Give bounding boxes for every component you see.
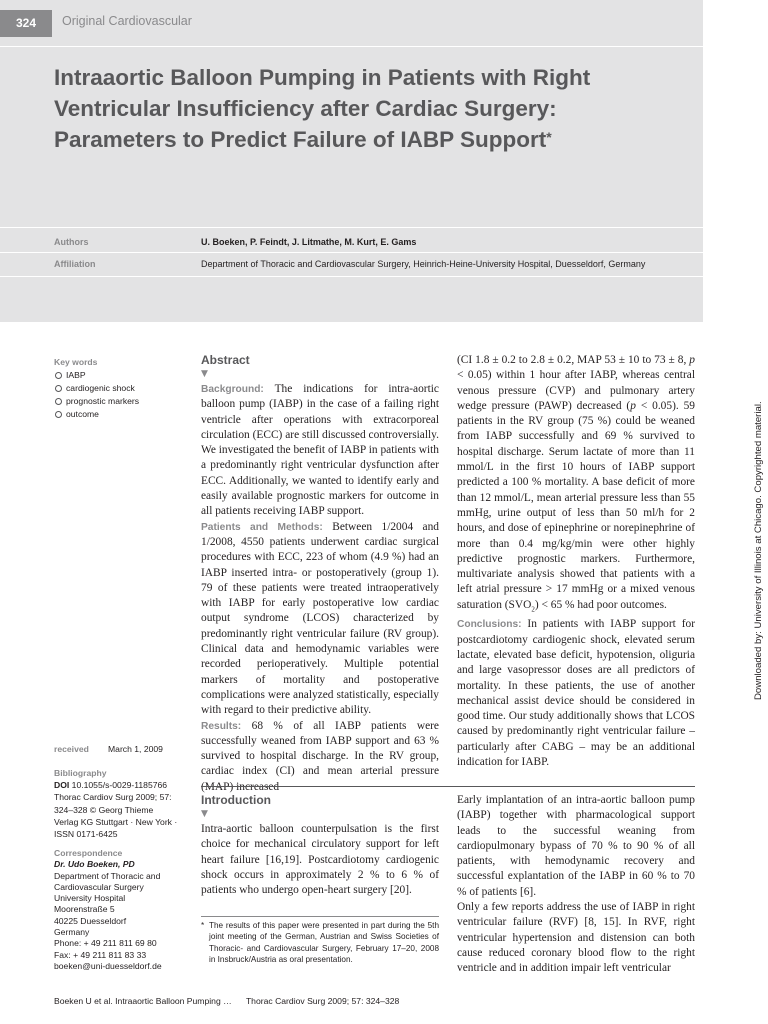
conclusions-label: Conclusions:: [457, 619, 522, 631]
address-line: Germany: [54, 927, 90, 938]
subscript: 2: [531, 605, 535, 614]
introduction-heading: Introduction: [201, 793, 271, 807]
address-line: University Hospital: [54, 893, 126, 904]
footer-citation: Boeken U et al. Intraaortic Balloon Pumping …: [54, 996, 232, 1006]
doi-label: DOI: [54, 780, 70, 791]
affiliation-label: Affiliation: [54, 259, 96, 269]
page-footer: [54, 996, 411, 1006]
correspondence-box: [54, 848, 194, 972]
keyword-item: IABP: [54, 369, 189, 382]
email-link[interactable]: boeken@uni-duesseldorf.de: [54, 960, 162, 971]
page-number: 324: [0, 10, 52, 37]
results-text-part: < 0.05). 59 patients in the RV group (75 %) could be weaned from IABP successfully and 69 % survived to hospital discharge. Serum lactate of more than 11 mmol/L in the first 10 hours of IABP support predicted a 100 % mortality. A base deficit of more than 12 mmol/L, mean arterial pressure less than 55 mmHg, urine output of less than 50 ml/h for 2 hours, and dose of epinephrine or norepinephrine of more than 0.4 mg/kg/min were other highly predictive prognostic markers. Furthermore, multivariate analysis showed that patients with a left atrial pressure > 17 mmHg or a mixed venous saturation (SVO: [457, 399, 695, 611]
keyword-item: cardiogenic shock: [54, 382, 189, 395]
citation-line: Thorac Cardiov Surg 2009; 57:: [54, 792, 172, 803]
address-line: 40225 Duesseldorf: [54, 915, 127, 926]
footnote: [201, 920, 439, 965]
meta-divider-middle: [0, 252, 703, 253]
triangle-down-icon: ▼: [201, 369, 208, 379]
triangle-down-icon: ▼: [201, 809, 208, 819]
conclusions-text: In patients with IABP support for postcardiotomy cardiogenic shock, elevated serum lactate, elevated base deficit, hypotension, oliguria and large vasopressor doses are all predictors of mortality. In these patients, the use of another mechanical assist device should be considered in good time. Our study additionally shows that LCOS caused by predominantly right ventricular failure – particularly after CABG – may be an additional indication for IABP.: [457, 618, 695, 768]
keywords-list: [54, 369, 189, 421]
section-divider: [201, 786, 695, 787]
results-label: Results:: [201, 720, 242, 732]
footnote-divider: [201, 916, 439, 917]
meta-divider-top: [0, 227, 703, 228]
correspondence-label: Correspondence: [54, 848, 123, 858]
fax-line: Fax: + 49 211 811 83 33: [54, 949, 147, 960]
authors-label: Authors: [54, 237, 89, 247]
introduction-paragraph: Early implantation of an intra-aortic balloon pump (IABP) together with pharmacological support leads to the successful weaning from cardiopulmonary bypass of 70 % to 90 % of all patients, with hemodynamic recovery and successful explantation of the IABP in 60 % to 70 % of patients [6].: [457, 794, 695, 898]
doi-line: [54, 779, 189, 791]
title-footnote-marker: *: [546, 129, 552, 145]
p-value-symbol: p: [689, 354, 695, 366]
doi-value: 10.1055/s-0029-1185766: [71, 780, 168, 791]
citation-line: 324–328 © Georg Thieme: [54, 804, 154, 815]
background-text: The indications for intra-aortic balloon pump (IABP) in the case of a failing right ventricle after operations with extracorporeal circulation (ECC) are still discussed controversially. We investigated the benefit of IABP in patients with a predominantly right ventricular dysfunction after ECC. Additionally, we wanted to identify early and easily available prognostic markers for outcome in all patients receiving IABP support.: [201, 383, 439, 518]
header-band: [0, 0, 703, 322]
affiliation: Department of Thoracic and Cardiovascular Surgery, Heinrich-Heine-University Hospital, Duesseldorf, Germany: [201, 259, 646, 269]
results-text-part: (CI 1.8 ± 0.2 to 2.8 ± 0.2, MAP 53 ± 10 to 73 ± 8,: [457, 354, 690, 366]
bibliography-label: Bibliography: [54, 768, 107, 778]
download-watermark: Downloaded by: University of Illinois at Chicago. Copyrighted material.: [753, 401, 764, 700]
address-line: Department of Thoracic and: [54, 870, 161, 881]
bibliography-box: [54, 767, 189, 840]
footnote-text: The results of this paper were presented in part during the 5th joint meeting of the German, Austrian and Swiss Societies of Thoracic- and Cardiovascular Surgery, February 17–20, 2008 in Insbruck/Austria as oral presentation.: [209, 921, 439, 964]
section-label: Original Cardiovascular: [62, 14, 192, 28]
received-line: [54, 744, 163, 754]
background-label: Background:: [201, 384, 264, 395]
authors: U. Boeken, P. Feindt, J. Litmathe, M. Kurt, E. Gams: [201, 237, 417, 247]
keyword-item: outcome: [54, 408, 189, 421]
abstract-background: [201, 382, 439, 520]
introduction-column-2: [457, 793, 695, 977]
received-date: March 1, 2009: [108, 744, 163, 754]
citation-line: Verlag KG Stuttgart · New York ·: [54, 816, 178, 827]
address-line: Moorenstraße 5: [54, 904, 115, 915]
footer-journal: Thorac Cardiov Surg 2009; 57: 324–328: [245, 996, 400, 1006]
correspondence-name: Dr. Udo Boeken, PD: [54, 859, 135, 870]
meta-divider-bottom: [0, 276, 703, 277]
running-header: [0, 0, 703, 46]
phone-line: Phone: + 49 211 811 69 80: [54, 938, 157, 949]
abstract-results: [201, 719, 439, 795]
citation-line: ISSN 0171-6425: [54, 829, 118, 840]
introduction-paragraph: Intra-aortic balloon counterpulsation is the first choice for mechanical circulatory support for left heart failure [16,19]. Postcardiotomy cardiogenic shock occurs in approximately 2 % to 6 % of patients who undergo open-heart surgery [20].: [201, 823, 439, 897]
address-line: Cardiovascular Surgery: [54, 881, 144, 892]
abstract-column-1: [201, 353, 439, 795]
article-title: [54, 62, 674, 155]
introduction-paragraph: Only a few reports address the use of IABP in right ventricular failure (RVF) [8, 15]. In RVF, right ventricular hypertension and distension can both cause reduced coronary blood flow to the right ventricle and in addition impair left ventricular: [457, 901, 695, 975]
keyword-item: prognostic markers: [54, 395, 189, 408]
results-text-part: < 0.05) within 1 hour after IABP, whereas central venous pressure (CVP) and pulmonary artery wedge pressure (PAWP) decreased (: [457, 369, 695, 412]
footnote-marker: *: [201, 921, 205, 930]
abstract-heading: Abstract: [201, 353, 250, 367]
abstract-results-continued: [457, 353, 695, 617]
keywords-box: [54, 356, 189, 421]
received-label: received: [54, 744, 89, 754]
article-title-text: Intraaortic Balloon Pumping in Patients with Right Ventricular Insufficiency after Cardiac Surgery: Parameters to Predict Failure of IABP Support: [54, 65, 591, 152]
keywords-label: Key words: [54, 357, 98, 367]
methods-text: Between 1/2004 and 1/2008, 4550 patients underwent cardiac surgical procedures with ECC, 223 of whom (4.9 %) had an IABP inserted intra- or postoperatively (group 1). 79 of these patients were treated intraoperatively with IABP for early postoperative low cardiac output syndrome (LCOS) characterized by predominantly right ventricular failure (RV group). Clinical data and hemodynamic variables were recorded perioperatively. Multiple potential markers of mortality and postoperative complications were analyzed statistically, especially with regard to their predictive ability.: [201, 520, 439, 717]
abstract-conclusions: [457, 617, 695, 770]
p-value-symbol: p: [630, 399, 636, 412]
abstract-column-2: [457, 353, 695, 770]
header-divider: [0, 46, 703, 47]
abstract-methods: [201, 520, 439, 719]
introduction-column-1: [201, 793, 439, 898]
results-text: 68 % of all IABP patients were successfully weaned from IABP support and 63 % survived to hospital discharge. In the RV group, cardiac index (CI) and mean arterial pressure: [201, 719, 439, 778]
results-text-part: ) < 65 % had poor outcomes.: [534, 598, 667, 611]
methods-label: Patients and Methods:: [201, 521, 323, 533]
